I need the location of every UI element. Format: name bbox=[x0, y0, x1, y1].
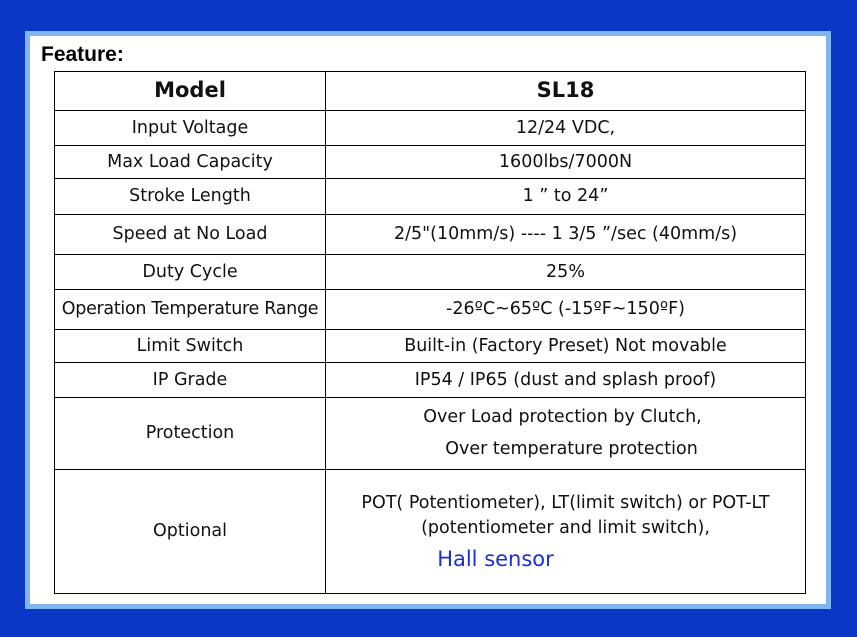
row-value: Built-in (Factory Preset) Not movable bbox=[326, 330, 806, 363]
optional-line-2: (potentiometer and limit switch), bbox=[421, 517, 710, 538]
protection-label: Protection bbox=[55, 398, 326, 470]
row-value: 12/24 VDC, bbox=[326, 111, 806, 146]
row-value: 1600lbs/7000N bbox=[326, 146, 806, 179]
header-model: SL18 bbox=[326, 72, 806, 111]
row-value: 25% bbox=[326, 255, 806, 290]
row-label: Max Load Capacity bbox=[55, 146, 326, 179]
table-header-row bbox=[55, 72, 806, 111]
row-value: -26ºC~65ºC (-15ºF~150ºF) bbox=[326, 290, 806, 330]
protection-value bbox=[326, 398, 806, 470]
table-row-protection bbox=[55, 398, 806, 470]
row-label: IP Grade bbox=[55, 363, 326, 398]
table-row bbox=[55, 146, 806, 179]
table-row-optional bbox=[55, 470, 806, 594]
header-label: Model bbox=[55, 72, 326, 111]
optional-label: Optional bbox=[55, 470, 326, 594]
table-row bbox=[55, 255, 806, 290]
table-row bbox=[55, 363, 806, 398]
hall-sensor-text: Hall sensor bbox=[437, 547, 554, 572]
protection-line-2: Over temperature protection bbox=[445, 438, 698, 459]
outer-frame bbox=[25, 31, 831, 609]
row-label: Operation Temperature Range bbox=[55, 290, 326, 330]
row-label: Speed at No Load bbox=[55, 215, 326, 255]
row-label: Input Voltage bbox=[55, 111, 326, 146]
row-value: IP54 / IP65 (dust and splash proof) bbox=[326, 363, 806, 398]
row-value: 1 ” to 24” bbox=[326, 179, 806, 215]
table-row bbox=[55, 111, 806, 146]
table-row bbox=[55, 330, 806, 363]
optional-value bbox=[326, 470, 806, 594]
row-label: Duty Cycle bbox=[55, 255, 326, 290]
section-title: Feature: bbox=[41, 43, 124, 66]
table-row bbox=[55, 179, 806, 215]
row-label: Stroke Length bbox=[55, 179, 326, 215]
table-row bbox=[55, 290, 806, 330]
row-label: Limit Switch bbox=[55, 330, 326, 363]
table-row bbox=[55, 215, 806, 255]
row-value: 2/5"(10mm/s) ---- 1 3/5 ”/sec (40mm/s) bbox=[326, 215, 806, 255]
protection-line-1: Over Load protection by Clutch, bbox=[423, 407, 702, 427]
feature-panel bbox=[30, 36, 826, 604]
spec-table bbox=[54, 71, 806, 594]
optional-line-1: POT( Potentiometer), LT(limit switch) or POT-LT bbox=[361, 492, 770, 513]
